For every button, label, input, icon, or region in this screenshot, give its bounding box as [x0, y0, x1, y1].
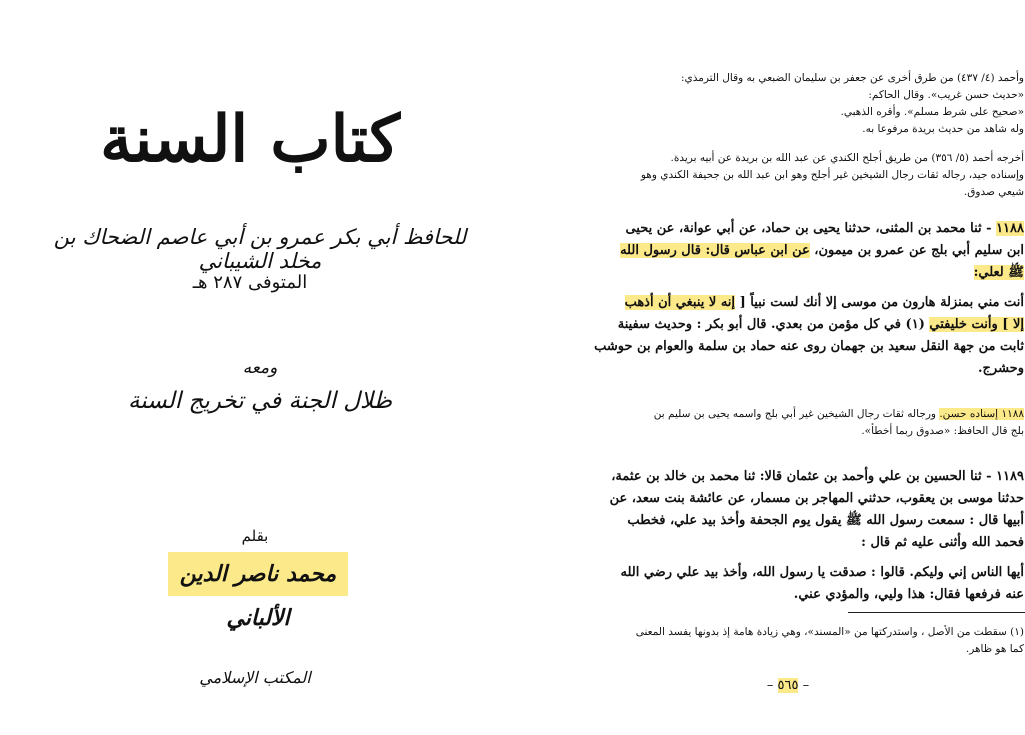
- author-line: للحافظ أبي بكر عمرو بن أبي عاصم الضحاك بن مخلد الشيباني: [53, 225, 467, 273]
- footnote: [592, 624, 1024, 658]
- dash: –: [766, 678, 778, 693]
- text-line: [592, 292, 1024, 314]
- text-line: [592, 262, 1024, 284]
- text-page: [540, 0, 1024, 735]
- text-fragment: ابن سليم أبي بلج عن عمرو بن ميمون،: [814, 243, 1024, 258]
- hadith-1189-matn: [592, 562, 1024, 606]
- dash: –: [798, 678, 810, 693]
- text-line: فحمد الله وأثنى عليه ثم قال :: [861, 535, 1024, 550]
- grading-label-highlighted: ١١٨٨ إسناده حسن.: [939, 408, 1024, 420]
- wamaahu-label: ومعه: [242, 358, 278, 378]
- intro-takhrij: [592, 70, 1024, 138]
- text-line: (١) سقطت من الأصل ، واستدركتها من «المسند»، وهي زيادة هامة إذ بدونها يفسد المعنى: [635, 626, 1024, 638]
- publisher-name: المكتب الإسلامي: [199, 668, 311, 687]
- text-line: أيها الناس إني وليكم. قالوا : صدقت يا رسول الله، وأخذ بيد علي رضي الله: [620, 565, 1024, 580]
- text-line: وإسناده جيد، رجاله ثقات رجال الشيخين غير أجلح وهو ابن عبد الله بن جحيفة الكندي وهو: [640, 169, 1024, 181]
- footnote-divider: [848, 612, 1025, 613]
- text-line: «صحيح على شرط مسلم». وأقره الذهبي.: [840, 106, 1024, 118]
- biqalam-label: بقلم: [241, 527, 269, 545]
- editor-name-highlighted: محمد ناصر الدين الألباني: [168, 552, 348, 596]
- text-line: بلج قال الحافظ: «صدوق ربما أخطأ».: [861, 425, 1024, 437]
- hadith-1188-isnad: [592, 218, 1024, 284]
- text-line: شيعي صدوق.: [963, 186, 1024, 198]
- highlighted-fragment: ﷺ لعلي:: [973, 265, 1024, 280]
- text-line: [592, 406, 1024, 423]
- page-number-highlighted: ٥٦٥: [777, 678, 799, 693]
- highlighted-fragment: إلا ] وأنت خليفتي: [929, 317, 1024, 332]
- takhrij-paragraph: [592, 150, 1024, 201]
- text-fragment: أنت مني بمنزلة هارون من موسى إلا أنك لست نبياً [: [739, 295, 1024, 310]
- hadith-1189-isnad: [592, 466, 1024, 554]
- book-title: كتاب السنة: [100, 102, 400, 177]
- book-subtitle: ظلال الجنة في تخريج السنة: [127, 388, 393, 414]
- text-line: وحشرج.: [977, 361, 1024, 376]
- text-line: وله شاهد من حديث بريدة مرفوعا به.: [862, 123, 1024, 135]
- text-line: ثابت من جهة النقل سعيد بن جهمان روى عنه حماد بن سلمة والعوام بن حوشب: [594, 339, 1024, 354]
- text-fragment: - ثنا محمد بن المثنى، حدثنا يحيى بن حماد، عن أبي عوانة، عن يحيى: [625, 221, 992, 236]
- hadith-number-highlighted: ١١٨٨: [996, 221, 1024, 236]
- text-line: ١١٨٩ - ثنا الحسين بن علي وأحمد بن عثمان قالا: ثنا محمد بن خالد بن عثمة،: [611, 469, 1024, 484]
- text-line: «حديث حسن غريب». وقال الحاكم:: [868, 89, 1024, 101]
- page-number: [758, 678, 818, 693]
- text-line: [592, 314, 1024, 336]
- grading-1188: [592, 406, 1024, 440]
- highlighted-fragment: عن ابن عباس قال: قال رسول الله: [620, 243, 810, 258]
- hadith-1188-matn: [592, 292, 1024, 380]
- text-fragment: (١) في كل مؤمن من بعدي. قال أبو بكر : وحديث سفينة: [617, 317, 925, 332]
- text-line: عنه فرفعها فقال: هذا وليي، والمؤدي عني.: [793, 587, 1024, 602]
- text-line: أبيها قال : سمعت رسول الله ﷺ يقول يوم الجحفة وأخذ بيد علي، فخطب: [627, 513, 1024, 528]
- text-line: كما هو ظاهر.: [965, 643, 1024, 655]
- text-fragment: ورجاله ثقات رجال الشيخين غير أبي بلج واسمه يحيى بن سليم بن: [653, 408, 936, 420]
- text-line: أخرجه أحمد (٥/ ٣٥٦) من طريق أجلح الكندي عن عبد الله بن بريدة عن أبيه بريدة.: [670, 152, 1024, 164]
- text-line: حدثنا موسى بن يعقوب، حدثني المهاجر بن مسمار، عن عائشة بنت سعد، عن: [609, 491, 1024, 506]
- text-line: [592, 240, 1024, 262]
- text-line: وأحمد (٤/ ٤٣٧) من طرق أخرى عن جعفر بن سليمان الضبعي به وقال الترمذي:: [680, 72, 1024, 84]
- death-year: المتوفى ٢٨٧ هـ: [192, 272, 308, 293]
- text-line: [592, 218, 1024, 240]
- highlighted-fragment: إنه لا ينبغي أن أذهب: [624, 295, 736, 310]
